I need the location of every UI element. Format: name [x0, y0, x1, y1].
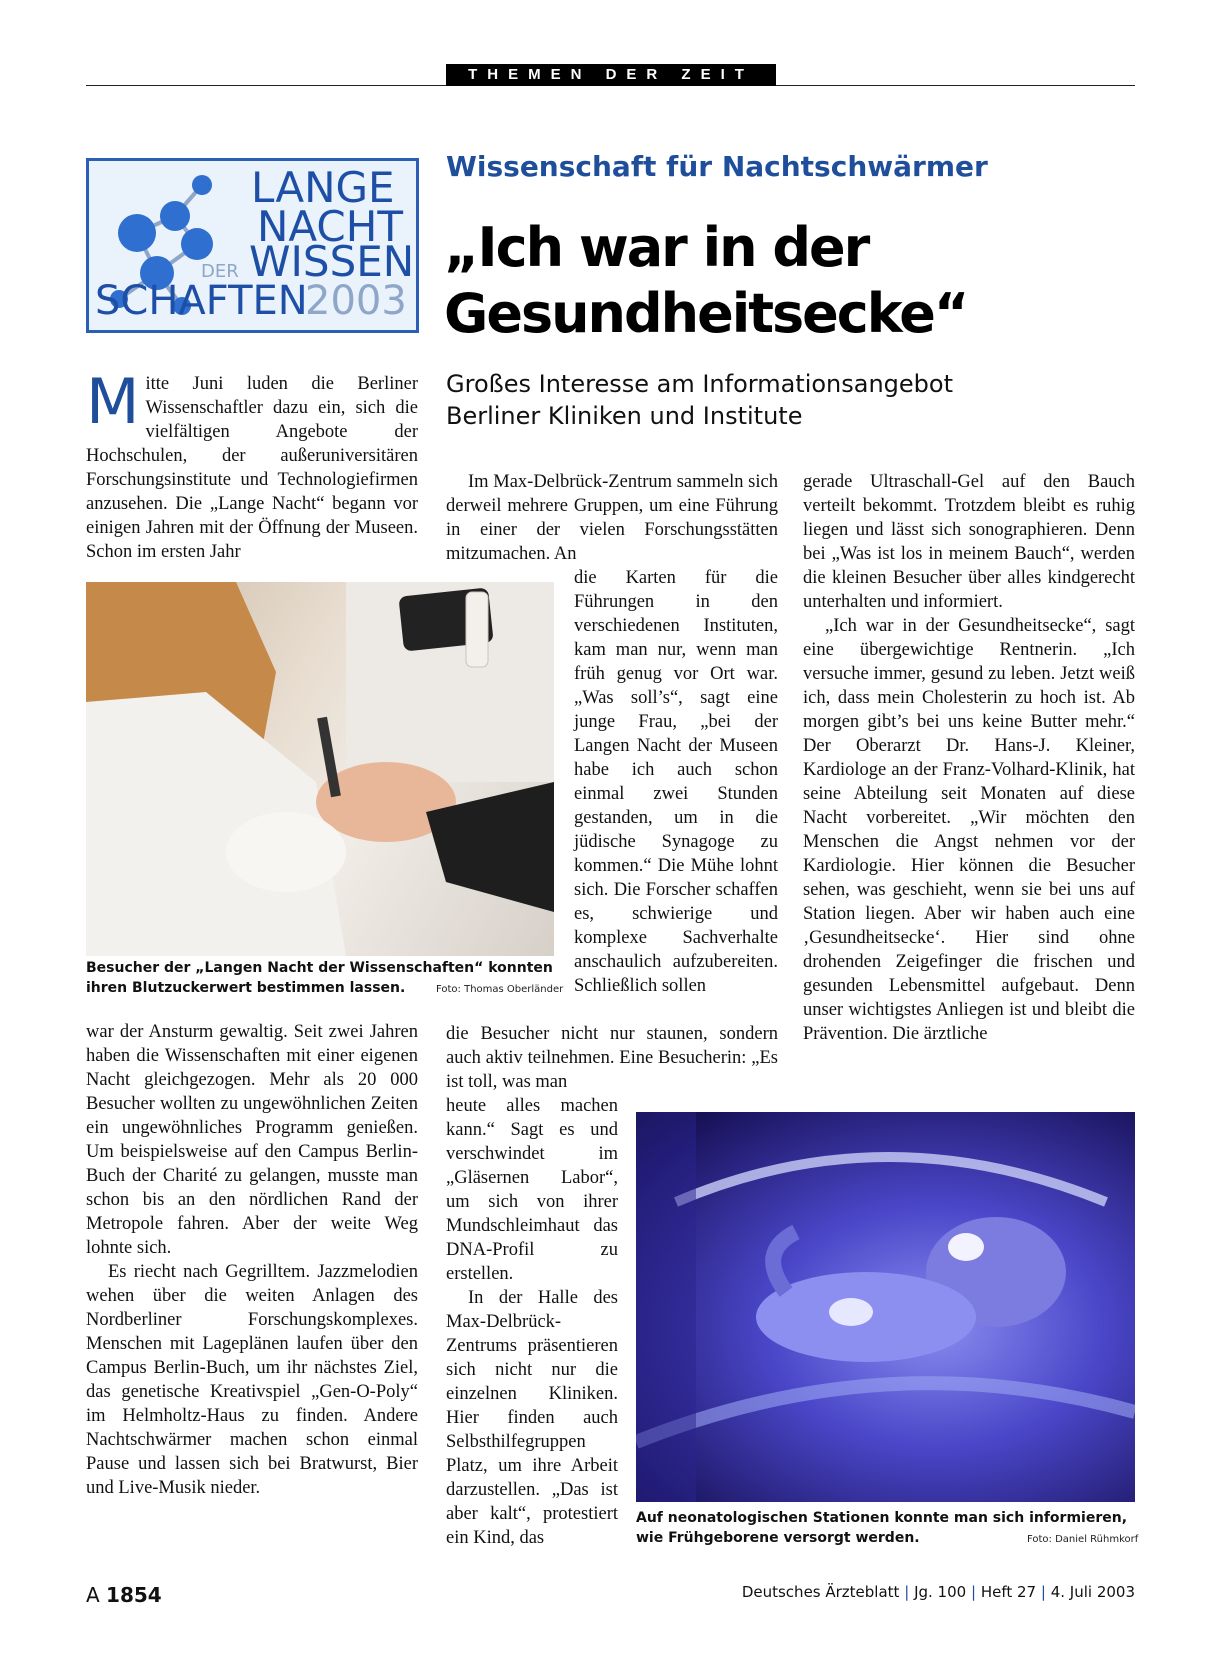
page-number-value: 1854 — [106, 1583, 162, 1607]
photo-blood-test — [86, 582, 554, 956]
intro-text: itte Juni luden die Berliner Wissenschaftler dazu ein, sich die vielfältigen Angebote der Hochschulen, der außeruniversitären Forschungsinstitute und Technologiefirmen anzusehen. Die „Lange Nacht“ begann vor einigen Jahren mit der Öffnung der Museen. Schon im ersten Jahr — [86, 374, 418, 562]
col1-paragraph-1: war der Ansturm gewaltig. Seit zwei Jahren haben die Wissenschaften mit einer eigenen Nacht gleichgezogen. Mehr als 20 000 Besucher wollten zu ungewöhnlichen Zeiten ein ungewöhnliches Programm genießen. Um beispielsweise auf den Campus Berlin-Buch der Charité zu gelangen, musste man schon bis an den nördlichen Rand der Metropole fahren. Aber der weite Weg lohnte sich. — [86, 1022, 418, 1258]
subhead-line-1: Großes Interesse am Informationsangebot — [446, 370, 953, 398]
photo-incubator-caption: Auf neonatologischen Stationen konnte man sich informieren, wie Frühgeborene versorgt werden. — [636, 1510, 1128, 1546]
headline — [444, 215, 967, 347]
headline-line-2: Gesundheitsecke“ — [444, 282, 968, 345]
section-rubric: THEMEN DER ZEIT — [446, 64, 776, 86]
journal-info — [742, 1583, 1135, 1601]
event-logo — [86, 158, 419, 333]
col2-paragraph-d: heute alles machen kann.“ Sagt es und verschwindet im „Gläsernen Labor“, um sich von ihrer Mundschleimhaut das DNA-Profil zu erstellen. — [446, 1096, 618, 1284]
logo-line-1: LANGE — [251, 163, 395, 212]
col2-block-b: die Karten für die Führungen in den verschiedenen Instituten, kam man nur, wenn man früh genug vor Ort war. „Was soll’s“, sagt eine junge Frau, „bei der Langen Nacht der Museen habe ich auch schon einmal zwei Stunden gestanden, um in die jüdische Synagoge zu kommen.“ Die Mühe lohnt sich. Die Forscher schaffen es, schwierige und komplexe Sachverhalte anschaulich aufzubereiten. Schließlich sollen — [574, 568, 778, 996]
page-number — [86, 1583, 162, 1607]
logo-line-3: WISSEN — [249, 237, 415, 286]
column-3 — [803, 470, 1135, 1046]
col3-paragraph-2: „Ich war in der Gesundheitsecke“, sagt eine übergewichtige Rentnerin. „Ich versuche immer, gesund zu leben. Jetzt weiß ich, dass mein Cholesterin zu hoch ist. Ab morgen gibt’s bei uns keine Butter mehr.“ Der Oberarzt Dr. Hans-J. Kleiner, Kardiologe an der Franz-Volhard-Klinik, hat seine Abteilung seit Monaten auf diese Nacht vorbereitet. „Wir möchten den Menschen die Angst nehmen vor der Kardiologie. Hier können die Besucher sehen, was geschieht, wenn sie bei uns auf Station liegen. Aber wir haben auch eine ‚Gesundheitsecke‘. Hier sind ohne drohenden Zeigefinger die frischen und gesunden Lebensmittel aufgebaut. Denn unser wichtigstes Anliegen ist und bleibt die Prävention. Die ärztliche — [803, 616, 1135, 1044]
col2-block-a: Im Max-Delbrück-Zentrum sammeln sich derweil mehrere Gruppen, um eine Führung in einer der vielen Forschungsstätten mitzumachen. An — [446, 472, 778, 564]
col1-paragraph-2: Es riecht nach Gegrilltem. Jazzmelodien wehen über die weiten Anlagen des Nordberliner Forschungskomplexes. Menschen mit Lageplänen laufen über den Campus Berlin-Buch, um ihr nächstes Ziel, das genetische Kreativspiel „Gen-O-Poly“ im Helmholtz-Haus zu finden. Andere Nachtschwärmer machen schon einmal Pause und lassen sich bei Bratwurst, Bier und Live-Musik nieder. — [86, 1262, 418, 1498]
photo-incubator — [636, 1112, 1135, 1502]
headline-line-1: „Ich war in der — [444, 216, 869, 279]
journal-issue: Heft 27 — [980, 1583, 1037, 1601]
subheadline — [446, 368, 953, 432]
photo-blood-test-credit: Foto: Thomas Oberländer — [436, 984, 564, 995]
separator: | — [970, 1583, 977, 1601]
col2-paragraph-e: In der Halle des Max-Delbrück-Zentrums präsentieren sich nicht nur die einzelnen Kliniken. Hier finden auch Selbsthilfegruppen Platz, um ihre Arbeit darzustellen. „Das ist aber kalt“, protestiert ein Kind, das — [446, 1288, 618, 1548]
photo-incubator-illustration — [636, 1112, 1135, 1502]
col2-block-d — [446, 1094, 618, 1550]
logo-line-2: NACHT — [257, 202, 403, 251]
photo-blood-test-caption: Besucher der „Langen Nacht der Wissenschaften“ konnten ihren Blutzuckerwert bestimmen lassen. — [86, 960, 553, 996]
column-1-body — [86, 1020, 418, 1500]
col2-block-c: die Besucher nicht nur staunen, sondern auch aktiv teilnehmen. Eine Besucherin: „Es ist toll, was man — [446, 1024, 778, 1092]
separator: | — [1040, 1583, 1046, 1601]
col3-paragraph-1: gerade Ultraschall-Gel auf den Bauch verteilt bekommt. Trotzdem bleibt es ruhig liegen und lässt sich sonographieren. Denn bei „Was ist los in meinem Bauch“, werden die kleinen Besucher über alles kindgerecht unterhalten und informiert. — [803, 472, 1135, 612]
logo-year: 2003 — [305, 278, 407, 324]
page-prefix: A — [86, 1583, 100, 1607]
separator: | — [904, 1583, 910, 1601]
journal-volume: Jg. 100 — [914, 1583, 967, 1601]
journal-date: 4. Juli 2003 — [1050, 1583, 1135, 1601]
photo-blood-test-illustration — [86, 582, 554, 956]
logo-line-4: SCHAFTEN — [95, 278, 308, 324]
subhead-line-2: Berliner Kliniken und Institute — [446, 402, 803, 430]
journal-name: Deutsches Ärzteblatt — [741, 1583, 900, 1601]
dropcap: M — [86, 365, 140, 438]
photo-incubator-credit: Foto: Daniel Rühmkorf — [1027, 1534, 1139, 1545]
logo-der: DER — [201, 261, 239, 282]
column-1-intro — [86, 365, 418, 564]
kicker: Wissenschaft für Nachtschwärmer — [446, 150, 988, 183]
